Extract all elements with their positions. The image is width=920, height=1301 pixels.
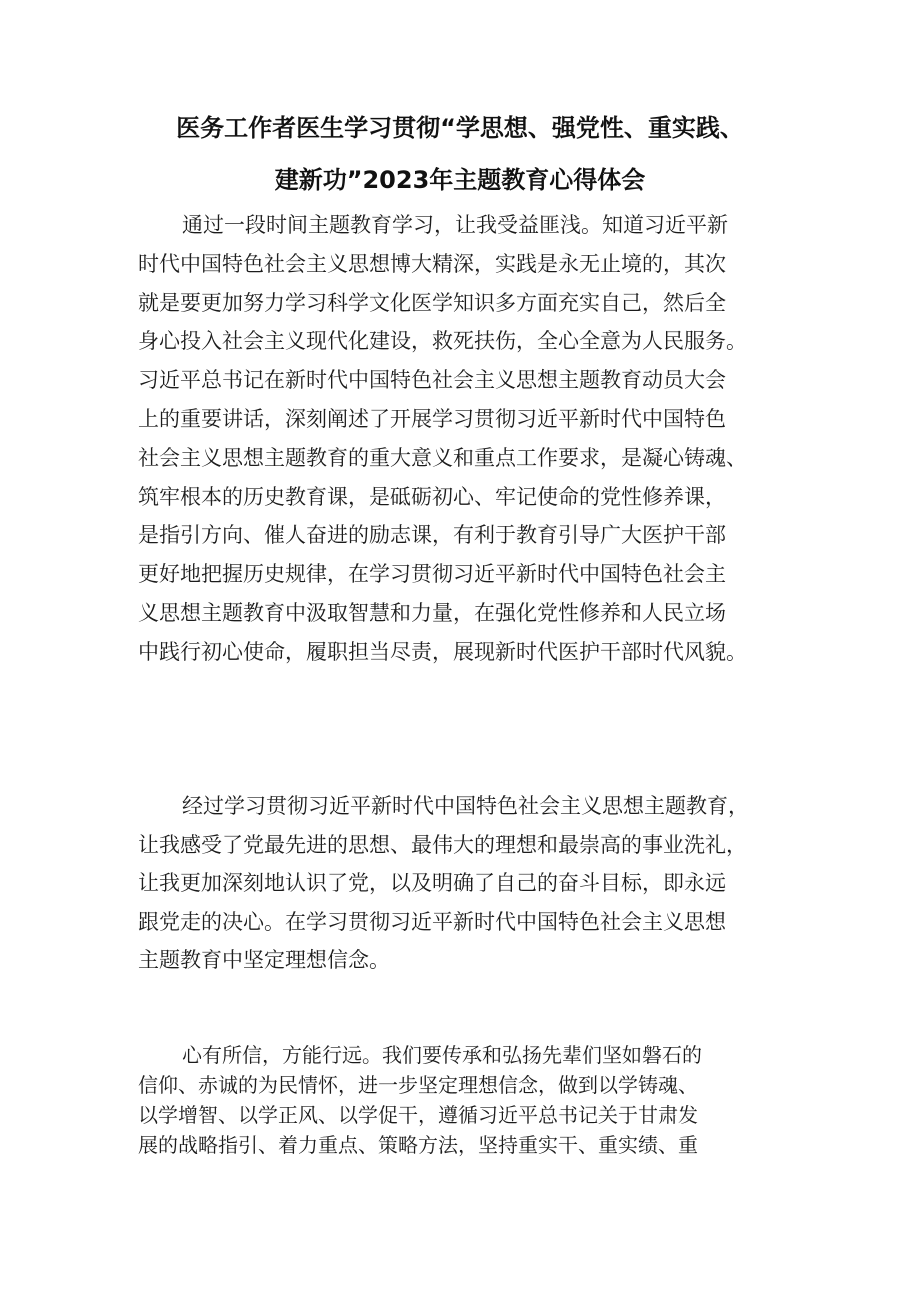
document-title-line-2: 建新功”2023年主题教育心得体会 <box>274 166 646 194</box>
paragraph-line: 让我感受了党最先进的思想、最伟大的理想和最崇高的事业洗礼， <box>138 832 747 857</box>
paragraph-line: 更好地把握历史规律，在学习贯彻习近平新时代中国特色社会主 <box>138 562 726 587</box>
paragraph-line: 以学增智、以学正风、以学促干，遵循习近平总书记关于甘肃发 <box>138 1103 698 1127</box>
paragraph-line: 是指引方向、催人奋进的励志课，有利于教育引导广大医护干部 <box>138 523 726 548</box>
paragraph-line: 主题教育中坚定理想信念。 <box>138 948 390 973</box>
paragraph-line: 让我更加深刻地认识了党，以及明确了自己的奋斗目标，即永远 <box>138 871 726 896</box>
paragraph-line: 心有所信，方能行远。我们要传承和弘扬先辈们坚如磐石的 <box>182 1043 702 1067</box>
paragraph-line: 跟党走的决心。在学习贯彻习近平新时代中国特色社会主义思想 <box>138 909 726 934</box>
paragraph-line: 社会主义思想主题教育的重大意义和重点工作要求，是凝心铸魂、 <box>138 445 747 470</box>
paragraph-line: 上的重要讲话，深刻阐述了开展学习贯彻习近平新时代中国特色 <box>138 406 726 431</box>
document-title-line-1: 医务工作者医生学习贯彻“学思想、强党性、重实践、 <box>176 114 744 142</box>
paragraph-line: 身心投入社会主义现代化建设，救死扶伤，全心全意为人民服务。 <box>138 329 747 354</box>
paragraph-line: 义思想主题教育中汲取智慧和力量，在强化党性修养和人民立场 <box>138 600 726 625</box>
paragraph-line: 习近平总书记在新时代中国特色社会主义思想主题教育动员大会 <box>138 368 726 393</box>
paragraph-line: 就是要更加努力学习科学文化医学知识多方面充实自己，然后全 <box>138 290 726 315</box>
paragraph-line: 筑牢根本的历史教育课，是砥砺初心、牢记使命的党性修养课， <box>138 484 726 509</box>
paragraph-3 <box>138 1040 798 1160</box>
paragraph-line: 中践行初心使命，履职担当尽责，展现新时代医护干部时代风貌。 <box>138 639 747 664</box>
paragraph-2 <box>138 787 798 980</box>
paragraph-line: 通过一段时间主题教育学习，让我受益匪浅。知道习近平新 <box>182 213 728 237</box>
paragraph-line: 经过学习贯彻习近平新时代中国特色社会主义思想主题教育， <box>182 794 749 818</box>
paragraph-line: 时代中国特色社会主义思想博大精深，实践是永无止境的，其次 <box>138 251 726 276</box>
paragraph-line: 信仰、赤诚的为民情怀，进一步坚定理想信念，做到以学铸魂、 <box>138 1073 698 1097</box>
paragraph-1 <box>138 206 798 672</box>
paragraph-line: 展的战略指引、着力重点、策略方法，坚持重实干、重实绩、重 <box>138 1133 698 1157</box>
